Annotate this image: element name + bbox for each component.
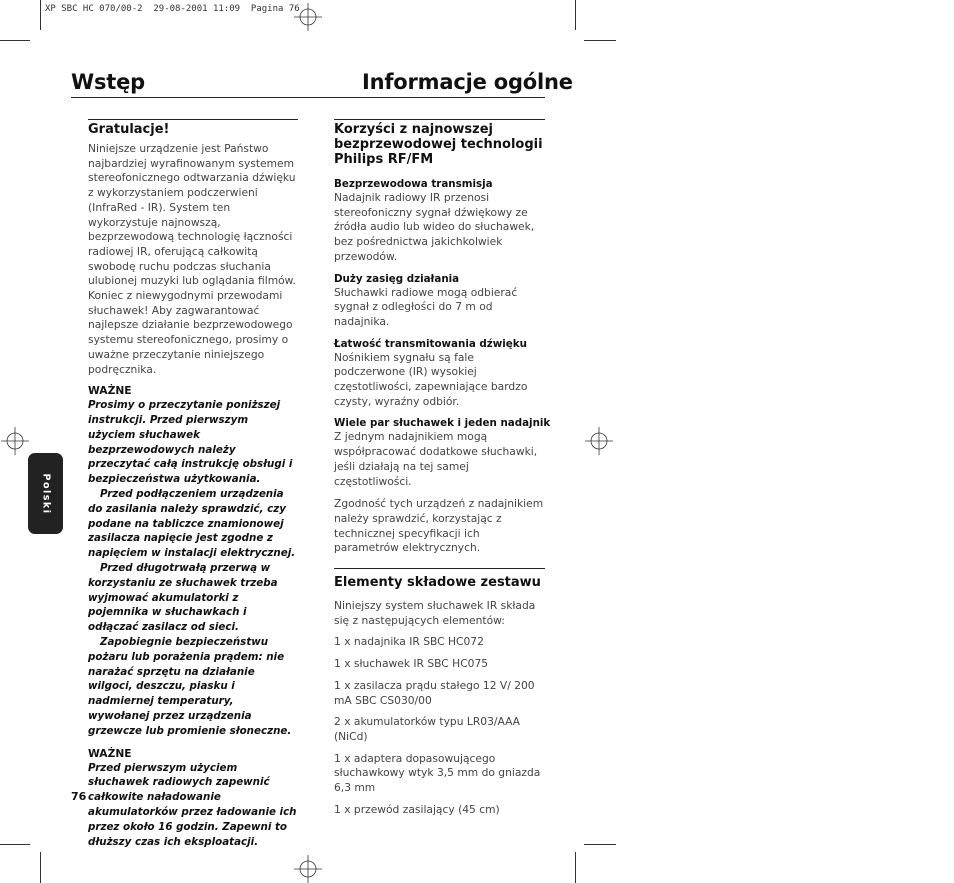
registration-mark-icon bbox=[294, 855, 322, 883]
crop-mark bbox=[0, 844, 30, 845]
intro-paragraph: Niniejsze urządzenie jest Państwo najbardziej wyrafinowanym systemem stereofonicznego odtwarzania dźwięku z wykorzystaniem podczerwieni (InfraRed - IR). System ten wykorzystuje najnowszą, bezprzewodową technologię łączności radiowej IR, oferującą całkowitą swobodę ruchu podczas słuchania ulubionej muzyki lub oglądania filmów. Koniec z niewygodnymi przewodami słuchawek! Aby zagwarantować najlepsze działanie bezprzewodowego systemu stereofonicznego, prosimy o uważne przeczytanie niniejszego podręcznika. bbox=[88, 142, 296, 376]
registration-mark-icon bbox=[294, 3, 322, 31]
page-title-left: Wstęp bbox=[71, 70, 145, 94]
crop-mark bbox=[40, 852, 41, 883]
crop-mark bbox=[584, 844, 616, 845]
feature-title: Wiele par słuchawek i jeden nadajnik bbox=[334, 417, 551, 430]
feature-text: Nadajnik radiowy IR przenosi stereofoniczny sygnał dźwiękowy ze źródła audio lub wideo do słuchawek, bez pośrednictwa jakichkolwiek przewodów. bbox=[334, 191, 535, 263]
crop-mark bbox=[40, 0, 41, 30]
important-label: WAŻNE bbox=[88, 746, 132, 760]
important-paragraph: Przed podłączeniem urządzenia do zasilania należy sprawdzić, czy podane na tabliczce znamionowej zasilacza napięcie jest zgodne z napięciem w instalacji elektrycznej. bbox=[88, 488, 296, 560]
left-column bbox=[88, 119, 298, 849]
feature-title: Duży zasięg działania bbox=[334, 272, 460, 285]
component-item: 2 x akumulatorków typu LR03/AAA (NiCd) bbox=[334, 715, 520, 743]
component-item: 1 x adaptera dopasowującego słuchawkowy wtyk 3,5 mm do gniazda 6,3 mm bbox=[334, 751, 541, 795]
component-item: 1 x słuchawek IR SBC HC075 bbox=[334, 657, 489, 671]
language-tab bbox=[28, 453, 63, 534]
components-intro: Niniejszy system słuchawek IR składa się z następujących elementów: bbox=[334, 599, 536, 627]
compat-note: Zgodność tych urządzeń z nadajnikiem należy sprawdzić, korzystając z technicznej specyfikacji ich parametrów elektrycznych. bbox=[334, 497, 544, 555]
registration-mark-icon bbox=[1, 427, 29, 455]
crop-mark bbox=[584, 40, 616, 41]
section-heading-components: Elementy składowe zestawu bbox=[334, 575, 541, 591]
section-heading-benefits: Korzyści z najnowszej bezprzewodowej technologii Philips RF/FM bbox=[334, 122, 543, 167]
language-tab-label: Polski bbox=[40, 473, 51, 514]
component-item: 1 x nadajnika IR SBC HC072 bbox=[334, 635, 484, 649]
feature-text: Nośnikiem sygnału są fale podczerwone (IR) wysokiej częstotliwości, zapewniające bardzo czysty, wyraźny odbiór. bbox=[334, 350, 528, 408]
important-paragraph: Zapobiegnie bezpieczeństwu pożaru lub porażenia prądem: nie narażać sprzętu na działanie wilgoci, deszczu, piasku i nadmiernej temperatury, wywołanej przez urządzenia grzewcze lub promienie słoneczne. bbox=[88, 636, 292, 737]
important-paragraph: Prosimy o przeczytanie poniższej instrukcji. Przed pierwszym użyciem słuchawek bezprzewodowych należy przeczytać całą instrukcję obsługi i bezpieczeństwa użytkowania. bbox=[88, 399, 293, 486]
component-item: 1 x przewód zasilający (45 cm) bbox=[334, 802, 500, 816]
header-rule bbox=[71, 97, 545, 98]
feature-text: Z jednym nadajnikiem mogą współpracować dodatkowe słuchawki, jeśli działają na tej samej częstotliwości. bbox=[334, 430, 538, 488]
print-slug: XP SBC HC 070/00-2 29-08-2001 11:09 Pagina 76 bbox=[45, 4, 300, 14]
important-paragraph: Przed długotrwałą przerwą w korzystaniu ze słuchawek trzeba wyjmować akumulatorki z pojemnika w słuchawkach i odłączać zasilacz od sieci. bbox=[88, 562, 278, 634]
crop-mark bbox=[575, 0, 576, 30]
feature-title: Łatwość transmitowania dźwięku bbox=[334, 337, 527, 350]
component-item: 1 x zasilacza prądu stałego 12 V/ 200 mA SBC CS030/00 bbox=[334, 678, 535, 707]
important-label: WAŻNE bbox=[88, 384, 132, 398]
crop-mark bbox=[0, 40, 30, 41]
important-paragraph: Przed pierwszym użyciem słuchawek radiowych zapewnić całkowite naładowanie akumulatorków przez ładowanie ich przez około 16 godzin. Zapewni to dłuższy czas ich eksploatacji. bbox=[88, 761, 297, 848]
registration-mark-icon bbox=[585, 427, 613, 455]
right-column bbox=[334, 119, 551, 818]
page-number: 76 bbox=[71, 790, 87, 803]
feature-title: Bezprzewodowa transmisja bbox=[334, 178, 493, 190]
section-heading-congrats: Gratulacje! bbox=[88, 122, 170, 137]
feature-text: Słuchawki radiowe mogą odbierać sygnał z odległości do 7 m od nadajnika. bbox=[334, 285, 518, 328]
components-rule bbox=[334, 568, 545, 569]
page-title-right: Informacje ogólne bbox=[362, 70, 573, 94]
crop-mark bbox=[575, 852, 576, 883]
